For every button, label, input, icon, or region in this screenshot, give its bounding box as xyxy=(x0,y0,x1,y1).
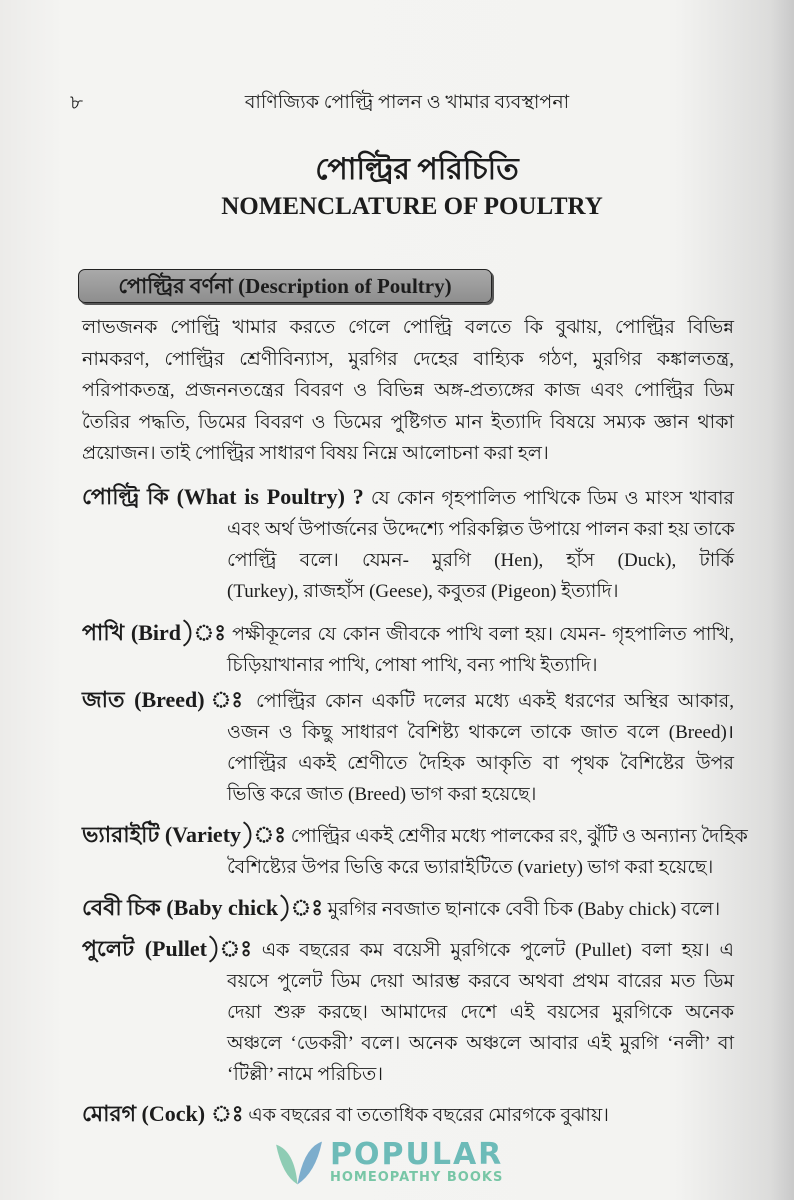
definition-text: এক বছরের কম বয়েসী মুরগিকে পুলেট (Pullet) বলা হয়। এ xyxy=(261,940,734,961)
definition-line xyxy=(227,1028,734,1059)
watermark-title: POPULAR xyxy=(330,1137,504,1172)
definition-text: মুরগির নবজাত ছানাকে বেবী চিক (Baby chick) বলে। xyxy=(327,899,721,920)
definition-line xyxy=(227,966,734,997)
definition-term: মোরগ (Cock) ঃ xyxy=(82,1101,244,1126)
definition-item xyxy=(82,617,734,681)
intro-line: লাভজনক পোল্ট্রি খামার করতে গেলে পোল্ট্রি বলতে কি বুঝায়, পোল্ট্রির বিভিন্ন xyxy=(82,317,734,338)
intro-line: নামকরণ, পোল্ট্রির শ্রেণীবিন্যাস, মুরগির দেহের বাহ্যিক গঠণ, মুরগির কঙ্কালতন্ত্র, xyxy=(82,348,734,370)
definition-line xyxy=(82,819,748,852)
definition-line xyxy=(227,514,734,545)
definition-line xyxy=(227,779,734,810)
definition-text: পোল্ট্রির একই শ্রেণীর মধ্যে পালকের রং, ঝুঁটি ও অন্যান্য দৈহিক xyxy=(290,826,748,847)
chapter-title-bengali: পোল্ট্রির পরিচিতি xyxy=(315,153,519,186)
definition-line xyxy=(82,481,734,514)
definition-line xyxy=(227,650,734,681)
page-number: ৮ xyxy=(70,92,83,114)
definition-term: জাত (Breed) ঃ xyxy=(82,687,248,712)
definition-line xyxy=(227,997,734,1028)
definition-term: পুলেট (Pullet)ঃ xyxy=(82,936,252,961)
definition-item xyxy=(82,481,734,607)
definition-term: পাখি (Bird)ঃ xyxy=(82,620,226,645)
definition-line xyxy=(82,892,734,925)
intro-line: পরিপাকতন্ত্র, প্রজননতন্ত্রের বিবরণ ও বিভিন্ন অঙ্গ-প্রত্যঙ্গের কাজ এবং পোল্ট্রির ডিম xyxy=(82,380,734,402)
definition-text: (Turkey), রাজহাঁস (Geese), কবুতর (Pigeon) ইত্যাদি। xyxy=(227,581,619,602)
definition-line xyxy=(82,684,734,717)
definition-text: পোল্ট্রির কোন একটি দলের মধ্যে একই ধরণের অস্থির আকার, xyxy=(255,691,734,712)
definition-text: বৈশিষ্ট্যের উপর ভিত্তি করে ভ্যারাইটিতে (variety) ভাগ করা হয়েছে। xyxy=(227,857,714,878)
definition-item xyxy=(82,1098,734,1131)
intro-line: তৈরির পদ্ধতি, ডিমের বিবরণ ও ডিমের পুষ্টিগত মান ইত্যাদি বিষয়ে সম্যক জ্ঞান থাকা xyxy=(82,411,734,433)
definition-text: পোল্ট্রির একই শ্রেণীতে দৈহিক আকৃতি বা পৃথক বৈশিষ্টের উপর xyxy=(227,753,734,774)
definition-line xyxy=(82,933,734,966)
definition-term: ভ্যারাইটি (Variety)ঃ xyxy=(82,822,286,847)
definition-item xyxy=(82,892,734,925)
definition-text: বয়সে পুলেট ডিম দেয়া আরম্ভ করবে অথবা প্রথম বারের মত ডিম xyxy=(227,971,734,992)
definition-text: এবং অর্থ উপার্জনের উদ্দেশ্যে পরিকল্পিত উপায়ে পালন করা হয় তাকে xyxy=(227,519,735,540)
definition-line xyxy=(227,748,734,779)
definition-item xyxy=(82,933,734,1090)
definition-line xyxy=(227,717,734,748)
definition-line xyxy=(82,1098,734,1131)
running-header: বাণিজ্যিক পোল্ট্রি পালন ও খামার ব্যবস্থাপনা xyxy=(244,92,570,113)
watermark-leaf-icon xyxy=(270,1138,325,1188)
definition-text: ওজন ও কিছু সাধারণ বৈশিষ্ট্য থাকলে তাকে জাত বলে (Breed)। xyxy=(227,722,734,743)
definition-line xyxy=(82,617,734,650)
watermark-subtitle: HOMEOPATHY BOOKS xyxy=(330,1170,504,1185)
definition-line xyxy=(227,576,734,607)
watermark xyxy=(330,1138,503,1185)
definition-text: পোল্ট্রি বলে। যেমন- মুরগি (Hen), হাঁস (Duck), টার্কি xyxy=(227,550,734,571)
definition-line xyxy=(227,545,734,576)
definition-text: এক বছরের বা ততোধিক বছরের মোরগকে বুঝায়। xyxy=(248,1105,609,1126)
definition-text: চিড়িয়াখানার পাখি, পোষা পাখি, বন্য পাখি ইত্যাদি। xyxy=(227,655,598,676)
intro-line: প্রয়োজন। তাই পোল্ট্রির সাধারণ বিষয় নিম্নে আলোচনা করা হল। xyxy=(82,443,549,465)
definition-text: যে কোন গৃহপালিত পাখিকে ডিম ও মাংস খাবার xyxy=(370,488,734,509)
definition-text: অঞ্চলে ‘ডেকরী’ বলে। অনেক অঞ্চলে আবার এই মুরগি ‘নলী’ বা xyxy=(227,1033,734,1054)
section-heading-box: পোল্ট্রির বর্ণনা (Description of Poultry) xyxy=(78,269,492,303)
definition-line xyxy=(227,1059,734,1090)
definition-item xyxy=(82,819,748,883)
definition-text: পক্ষীকূলের যে কোন জীবকে পাখি বলা হয়। যেমন- গৃহপালিত পাখি, xyxy=(232,624,734,645)
definition-term: পোল্ট্রি কি (What is Poultry) ? xyxy=(82,484,364,509)
definition-text: ‘টিল্লী’ নামে পরিচিত। xyxy=(227,1064,384,1085)
definition-text: ভিত্তি করে জাত (Breed) ভাগ করা হয়েছে। xyxy=(227,784,537,805)
chapter-title-english: NOMENCLATURE OF POULTRY xyxy=(221,193,603,220)
definition-line xyxy=(227,852,734,883)
intro-paragraph xyxy=(82,312,734,470)
definition-item xyxy=(82,684,734,810)
definition-text: দেয়া শুরু করছে। আমাদের দেশে এই বয়সের মুরগিকে অনেক xyxy=(227,1002,734,1023)
definition-term: বেবী চিক (Baby chick)ঃ xyxy=(82,895,324,920)
